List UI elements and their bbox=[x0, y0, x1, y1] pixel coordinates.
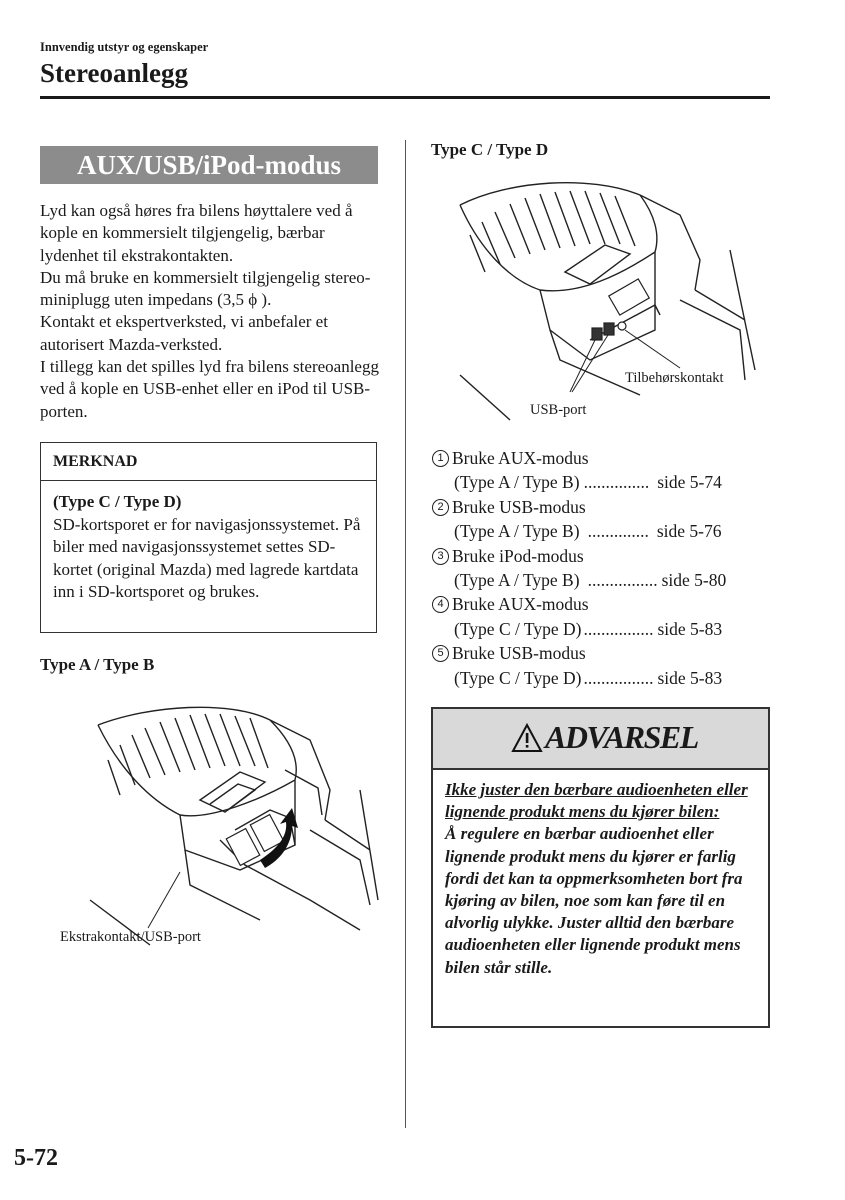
dot-leader: ............... bbox=[583, 472, 650, 493]
note-body bbox=[53, 491, 371, 604]
page-number: 5-72 bbox=[14, 1145, 58, 1171]
list-item-type: (Type C / Type D) bbox=[454, 667, 582, 688]
intro-text bbox=[40, 200, 385, 423]
column-divider bbox=[405, 140, 406, 1128]
mode-reference-list bbox=[432, 446, 772, 690]
intro-paragraph: Kontakt et ekspertverksted, vi anbefaler et autorisert Mazda-verksted. bbox=[40, 312, 328, 354]
circled-number: 2 bbox=[432, 499, 449, 516]
dot-leader: ................ bbox=[583, 618, 654, 639]
warning-title: ADVARSEL bbox=[545, 719, 698, 755]
list-item-ref bbox=[432, 666, 772, 690]
page-reference: side 5-83 bbox=[657, 618, 723, 639]
list-item-ref bbox=[432, 568, 772, 592]
figure-ab-caption: Ekstrakontakt/USB-port bbox=[60, 929, 201, 945]
page-reference: side 5-74 bbox=[657, 472, 722, 493]
usb-port-label: USB-port bbox=[530, 402, 587, 418]
note-heading: MERKNAD bbox=[41, 443, 376, 481]
list-item bbox=[432, 544, 772, 568]
mode-heading: AUX/USB/iPod-modus bbox=[40, 146, 378, 184]
list-item-title: Bruke AUX-modus bbox=[452, 448, 589, 468]
list-item-type: (Type A / Type B) bbox=[454, 570, 580, 591]
console-illustration-cd bbox=[440, 180, 760, 430]
section-label: Innvendig utstyr og egenskaper bbox=[40, 40, 209, 54]
warning-lead: Ikke juster den bærbare audioenheten eller lignende produkt mens du kjører bilen: bbox=[445, 780, 748, 822]
list-item-title: Bruke AUX-modus bbox=[452, 594, 589, 615]
intro-paragraph: Lyd kan også høres fra bilens høyttalere ved å kople en kommersielt tilgjengelig, bærbar lydenhet til ekstrakontakten. bbox=[40, 201, 353, 265]
list-item-ref bbox=[432, 470, 772, 494]
page-title: Stereoanlegg bbox=[40, 58, 188, 88]
circled-number: 4 bbox=[432, 596, 449, 613]
note-box bbox=[40, 442, 377, 633]
page-reference: side 5-76 bbox=[656, 521, 722, 542]
list-item-type: (Type C / Type D) bbox=[454, 618, 582, 639]
list-item bbox=[432, 446, 772, 470]
list-item-title: Bruke USB-modus bbox=[452, 496, 586, 517]
dot-leader: .............. bbox=[587, 521, 649, 542]
list-item bbox=[432, 592, 772, 616]
intro-paragraph: I tillegg kan det spilles lyd fra bilens stereoanlegg ved å kople en USB-enhet eller en iPod til USB-porten. bbox=[40, 357, 379, 421]
intro-paragraph: Du må bruke en kommersielt tilgjengelig stereo-miniplugg uten impedans (3,5 ϕ ). bbox=[40, 267, 371, 310]
dot-leader: ................ bbox=[587, 570, 658, 591]
circled-number: 5 bbox=[432, 645, 449, 662]
list-item-title: Bruke iPod-modus bbox=[452, 545, 584, 566]
page-reference: side 5-80 bbox=[661, 570, 727, 591]
note-subheading: (Type C / Type D) bbox=[53, 492, 182, 511]
list-item-ref bbox=[432, 617, 772, 641]
console-illustration-ab bbox=[60, 700, 380, 950]
list-item bbox=[432, 641, 772, 665]
list-item-type: (Type A / Type B) bbox=[454, 472, 580, 493]
page-reference: side 5-83 bbox=[657, 667, 723, 688]
figure-cd-heading: Type C / Type D bbox=[431, 140, 549, 159]
dot-leader: ................ bbox=[583, 667, 654, 688]
list-item-type: (Type A / Type B) bbox=[454, 521, 580, 542]
warning-box bbox=[431, 707, 770, 1028]
list-item bbox=[432, 495, 772, 519]
header-rule bbox=[40, 96, 770, 99]
note-text: SD-kortsporet er for navigasjonssystemet. På biler med navigasjonssystemet settes SD-kortet (original Mazda) med lagrede kartdata inn i SD-kortsporet og brukes. bbox=[53, 514, 361, 602]
warning-body bbox=[445, 779, 763, 979]
list-item-title: Bruke USB-modus bbox=[452, 643, 586, 664]
list-item-ref bbox=[432, 519, 772, 543]
circled-number: 3 bbox=[432, 548, 449, 565]
circled-number: 1 bbox=[432, 450, 449, 467]
warning-text: Å regulere en bærbar audioenhet eller lignende produkt mens du kjører er farlig fordi det kan ta oppmerksomheten bort fra kjøring av bilen, noe som kan føre til en alvorlig ulykke. Juster alltid den bærbare audioenheten eller lignende produkt mens bilen står stille. bbox=[445, 824, 743, 977]
warning-triangle-icon bbox=[511, 723, 543, 753]
figure-ab-heading: Type A / Type B bbox=[40, 655, 155, 674]
accessory-socket-label: Tilbehørskontakt bbox=[625, 370, 724, 386]
warning-header bbox=[433, 709, 768, 770]
